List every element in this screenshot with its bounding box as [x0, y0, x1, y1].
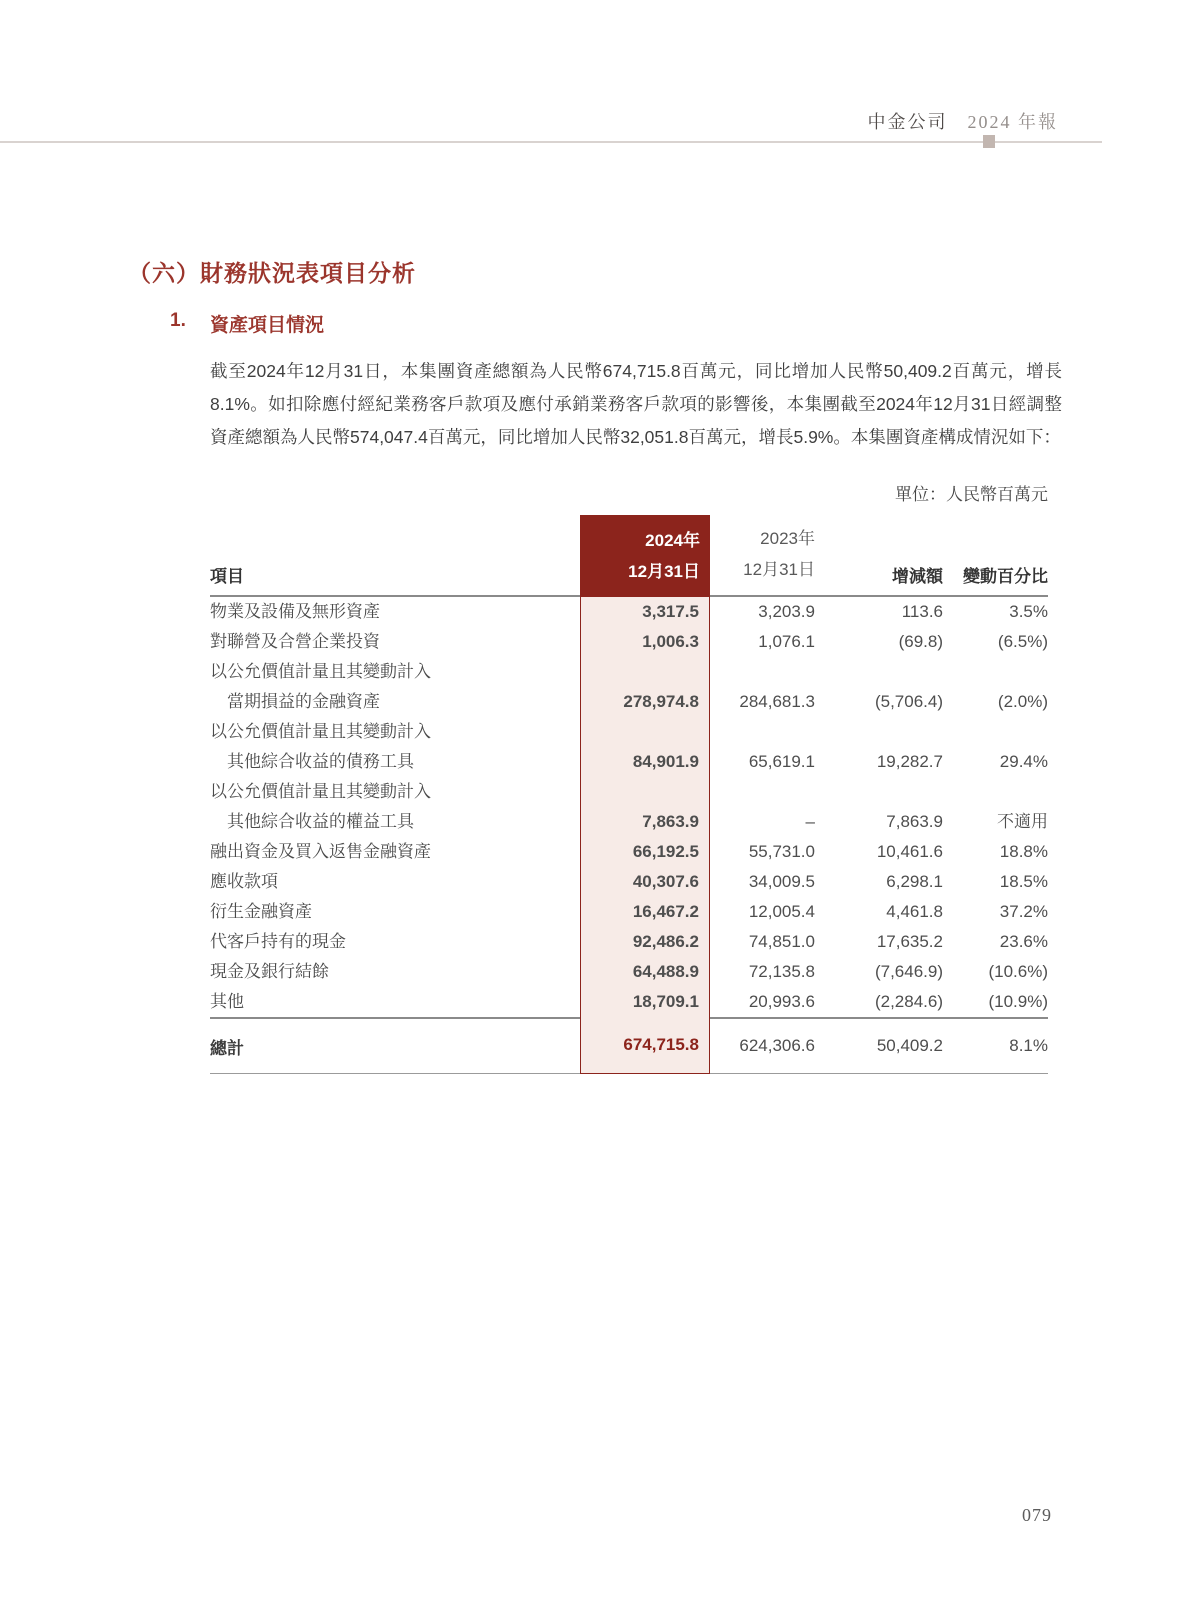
- total-value-2024: 674,715.8: [580, 1017, 710, 1074]
- table-row: [210, 807, 1048, 837]
- table-row: [210, 987, 1048, 1017]
- row-value-2023: [710, 657, 815, 687]
- row-pct: 29.4%: [999, 752, 1048, 771]
- row-value-2023: –: [805, 812, 815, 831]
- section-title: （六）財務狀況表項目分析: [128, 260, 416, 286]
- row-value-2024: 40,307.6: [580, 867, 710, 897]
- row-value-2023: 55,731.0: [748, 842, 815, 861]
- row-value-2023: [710, 717, 815, 747]
- running-head: [868, 108, 1059, 134]
- col-header-2024: 2024年 12月31日: [580, 515, 710, 597]
- table-row: [210, 687, 1048, 717]
- row-delta: [815, 657, 943, 687]
- table-row: [210, 927, 1048, 957]
- table-row: [210, 747, 1048, 777]
- row-delta: (7,646.9): [874, 962, 943, 981]
- row-pct: 18.8%: [999, 842, 1048, 861]
- row-delta: (5,706.4): [874, 692, 943, 711]
- row-pct: (10.9%): [988, 992, 1048, 1011]
- row-value-2024: [580, 717, 710, 747]
- row-value-2023: 72,135.8: [748, 962, 815, 981]
- row-value-2024: [580, 777, 710, 807]
- table-row: [210, 597, 1048, 627]
- table-body: [210, 597, 1048, 1017]
- table-row: [210, 777, 1048, 807]
- row-pct: 不適用: [997, 812, 1048, 831]
- report-title: 2024 年報: [967, 112, 1058, 132]
- assets-table: [210, 515, 1048, 1074]
- row-pct: (6.5%): [997, 632, 1048, 651]
- row-delta: 17,635.2: [876, 932, 943, 951]
- row-label: 其他綜合收益的權益工具: [227, 812, 414, 831]
- row-value-2024: 3,317.5: [580, 597, 710, 627]
- analysis-paragraph: 截至2024年12月31日，本集團資產總額為人民幣674,715.8百萬元，同比增加人民幣50,409.2百萬元，增長8.1%。如扣除應付經紀業務客戶款項及應付承銷業務客戶款項的影響後，本集團截至2024年12月31日經調整資產總額為人民幣574,047.4百萬元，同比增加人民幣32,051.8百萬元，增長5.9%。本集團資產構成情況如下：: [210, 361, 1062, 447]
- row-delta: [815, 717, 943, 747]
- row-label: 以公允價值計量且其變動計入: [210, 722, 431, 741]
- total-delta: 50,409.2: [815, 1017, 943, 1074]
- item-heading: [170, 310, 1190, 337]
- row-value-2023: [710, 777, 815, 807]
- col-header-pct: 變動百分比: [943, 515, 1048, 597]
- row-delta: (69.8): [898, 632, 943, 651]
- row-value-2024: [580, 657, 710, 687]
- row-pct: 37.2%: [999, 902, 1048, 921]
- table-row: [210, 627, 1048, 657]
- total-value-2023: 624,306.6: [710, 1017, 815, 1074]
- row-value-2024: 7,863.9: [580, 807, 710, 837]
- col-header-2023: 2023年 12月31日: [710, 515, 815, 597]
- table-row: [210, 867, 1048, 897]
- row-delta: 19,282.7: [876, 752, 943, 771]
- row-delta: [815, 777, 943, 807]
- row-value-2023: 74,851.0: [748, 932, 815, 951]
- row-label: 融出資金及買入返售金融資產: [210, 842, 431, 861]
- row-value-2023: 34,009.5: [748, 872, 815, 891]
- row-pct: [943, 777, 1048, 807]
- row-label: 以公允價值計量且其變動計入: [210, 782, 431, 801]
- row-pct: 3.5%: [1009, 602, 1048, 621]
- row-delta: 4,461.8: [886, 902, 943, 921]
- row-label: 現金及銀行結餘: [210, 962, 329, 981]
- row-label: 對聯營及合營企業投資: [210, 632, 380, 651]
- item-number: 1.: [170, 310, 186, 331]
- table-row: [210, 717, 1048, 747]
- row-value-2024: 66,192.5: [580, 837, 710, 867]
- table-row: [210, 957, 1048, 987]
- row-label: 衍生金融資產: [210, 902, 312, 921]
- row-pct: [943, 717, 1048, 747]
- row-pct: 18.5%: [999, 872, 1048, 891]
- table-row: [210, 657, 1048, 687]
- page-number: 079: [1022, 1505, 1052, 1525]
- table-header: [210, 515, 1048, 597]
- row-value-2024: 64,488.9: [580, 957, 710, 987]
- table-row: [210, 897, 1048, 927]
- row-value-2023: 1,076.1: [758, 632, 815, 651]
- row-value-2024: 84,901.9: [580, 747, 710, 777]
- row-value-2024: 16,467.2: [580, 897, 710, 927]
- row-label: 物業及設備及無形資產: [210, 602, 380, 621]
- header-square-marker: [983, 135, 995, 148]
- table-row: [210, 837, 1048, 867]
- item-title: 資產項目情況: [210, 315, 325, 336]
- col-header-item: 項目: [210, 515, 580, 597]
- row-delta: 10,461.6: [876, 842, 943, 861]
- row-value-2024: 1,006.3: [580, 627, 710, 657]
- company-name: 中金公司: [867, 112, 948, 132]
- row-value-2023: 3,203.9: [758, 602, 815, 621]
- row-value-2023: 284,681.3: [739, 692, 815, 711]
- row-value-2024: 92,486.2: [580, 927, 710, 957]
- row-delta: 6,298.1: [886, 872, 943, 891]
- row-value-2023: 12,005.4: [748, 902, 815, 921]
- row-value-2024: 278,974.8: [580, 687, 710, 717]
- row-delta: 113.6: [901, 602, 943, 621]
- header-rule: [0, 141, 1102, 143]
- row-label: 以公允價值計量且其變動計入: [210, 662, 431, 681]
- row-pct: 23.6%: [999, 932, 1048, 951]
- total-pct: 8.1%: [943, 1017, 1048, 1074]
- row-pct: [943, 657, 1048, 687]
- total-label: 總計: [210, 1017, 580, 1074]
- unit-label: 單位：人民幣百萬元: [895, 485, 1048, 504]
- row-delta: 7,863.9: [886, 812, 943, 831]
- row-label: 其他: [210, 992, 244, 1011]
- row-delta: (2,284.6): [874, 992, 943, 1011]
- row-value-2023: 20,993.6: [748, 992, 815, 1011]
- row-value-2024: 18,709.1: [580, 987, 710, 1017]
- col-header-delta: 增減額: [815, 515, 943, 597]
- row-label: 其他綜合收益的債務工具: [227, 752, 414, 771]
- row-value-2023: 65,619.1: [748, 752, 815, 771]
- table-total-row: [210, 1017, 1048, 1074]
- row-pct: (2.0%): [997, 692, 1048, 711]
- row-pct: (10.6%): [988, 962, 1048, 981]
- row-label: 當期損益的金融資產: [227, 692, 380, 711]
- row-label: 應收款項: [210, 872, 278, 891]
- row-label: 代客戶持有的現金: [210, 932, 346, 951]
